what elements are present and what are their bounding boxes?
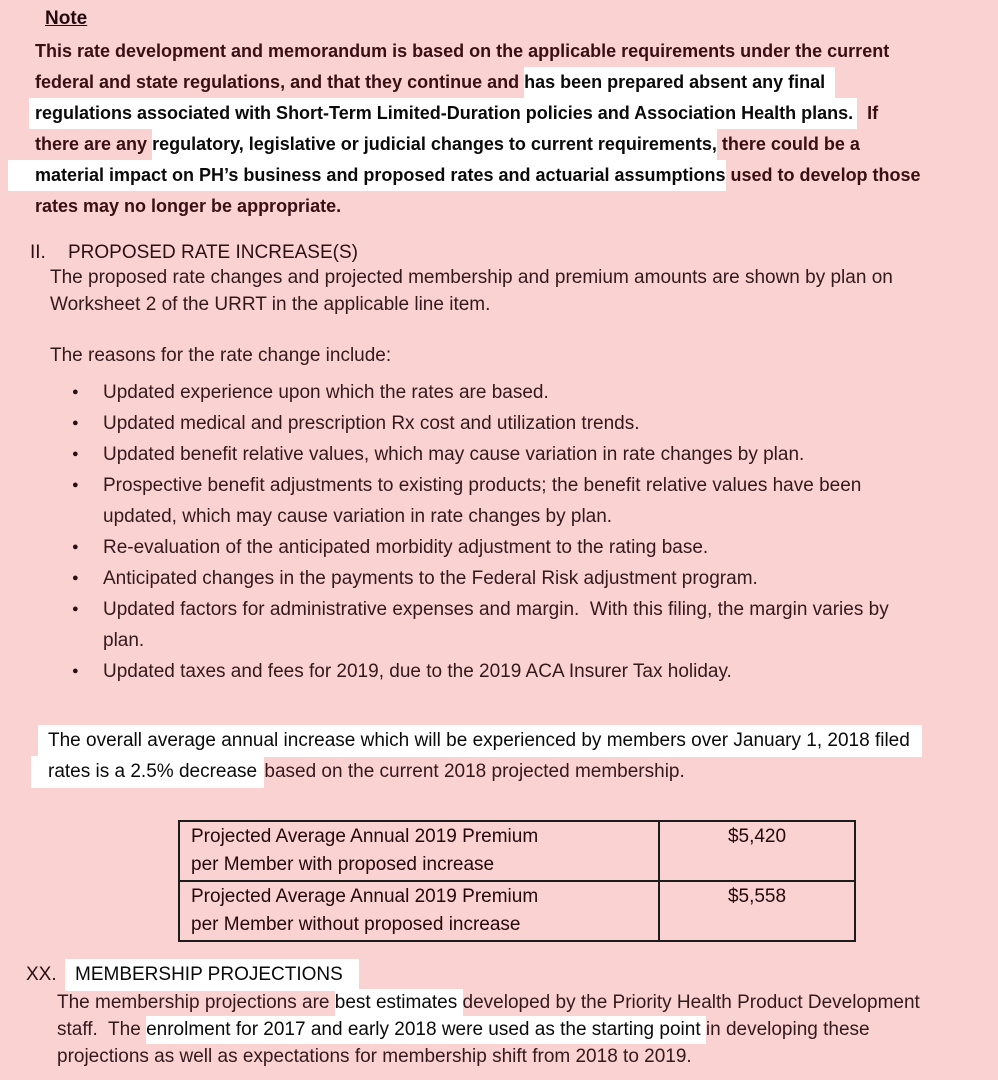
bullet-icon: ● — [72, 541, 79, 553]
intro-paragraph — [35, 36, 985, 222]
reasons-intro-text: The reasons for the rate change include: — [50, 345, 392, 366]
text-line — [35, 129, 985, 160]
bullet-icon: ● — [72, 572, 79, 584]
text-segment: used to develop those — [725, 165, 921, 185]
text-line: plan. — [103, 630, 145, 651]
highlighted-text: rates is a 2.5% decrease — [31, 756, 264, 788]
highlighted-text: enrolment for 2017 and early 2018 were used as the starting point — [146, 1016, 706, 1044]
text-line — [35, 160, 985, 191]
section-ii-heading — [30, 240, 358, 266]
text-line: Updated experience upon which the rates are based. — [103, 382, 549, 403]
text-line: per Member with proposed increase — [191, 854, 495, 875]
text-line: per Member without proposed increase — [191, 914, 521, 935]
list-item — [72, 656, 962, 687]
premium-label-cell — [179, 821, 659, 881]
premium-value-cell: $5,558 — [659, 881, 855, 941]
text-line — [57, 1016, 920, 1043]
premium-label-cell — [179, 881, 659, 941]
list-item — [72, 439, 962, 470]
list-item — [72, 408, 962, 439]
average-increase-paragraph — [48, 725, 922, 787]
table-row — [179, 821, 855, 881]
text-line — [57, 989, 920, 1016]
note-heading: Note — [45, 8, 88, 29]
text-line — [35, 98, 985, 129]
text-line: Updated factors for administrative expenses and margin. With this filing, the margin varies by — [103, 599, 889, 620]
text-line: Anticipated changes in the payments to the Federal Risk adjustment program. — [103, 568, 758, 589]
highlighted-text: The overall average annual increase which will be experienced by members over January 1, 2018 filed — [38, 725, 922, 757]
bullet-icon: ● — [72, 448, 79, 460]
text-segment: rates may no longer be appropriate. — [35, 196, 342, 216]
text-line — [48, 725, 922, 756]
list-item — [72, 377, 962, 408]
text-line — [50, 291, 893, 318]
highlighted-text: material impact on PH’s business and proposed rates and actuarial assumptions — [8, 160, 726, 191]
table-row — [179, 881, 855, 941]
section-xx-heading — [26, 962, 359, 988]
premium-value-cell: $5,420 — [659, 821, 855, 881]
section-title: PROPOSED RATE INCREASE(S) — [68, 242, 358, 263]
text-line — [50, 264, 893, 291]
highlighted-text: regulatory, legislative or judicial changes to current requirements, — [152, 129, 717, 160]
text-segment: The proposed rate changes and projected membership and premium amounts are shown by plan on — [50, 267, 893, 288]
text-segment: staff. The — [57, 1019, 147, 1040]
highlighted-text: has been prepared absent any final — [524, 67, 835, 98]
list-item — [72, 532, 962, 563]
text-segment: This rate development and memorandum is based on the applicable requirements under the current — [35, 41, 890, 61]
text-segment: based on the current 2018 projected membership. — [264, 761, 685, 782]
membership-paragraph — [57, 989, 920, 1070]
text-segment: Worksheet 2 of the URRT in the applicable line item. — [50, 294, 491, 315]
list-item — [72, 594, 962, 656]
text-line — [57, 1043, 920, 1070]
reasons-list — [72, 377, 962, 687]
text-segment: If — [857, 103, 879, 123]
text-line — [35, 36, 985, 67]
text-line: Projected Average Annual 2019 Premium — [191, 886, 539, 907]
text-line: Re-evaluation of the anticipated morbidity adjustment to the rating base. — [103, 537, 709, 558]
list-item — [72, 563, 962, 594]
text-line: Projected Average Annual 2019 Premium — [191, 826, 539, 847]
premium-table — [178, 820, 856, 942]
bullet-icon: ● — [72, 603, 79, 615]
text-line — [35, 67, 985, 98]
text-line — [35, 191, 985, 222]
text-line: updated, which may cause variation in rate changes by plan. — [103, 506, 613, 527]
text-segment: developed by the Priority Health Product Development — [462, 992, 920, 1013]
section-number: II. — [30, 242, 46, 263]
text-line: Prospective benefit adjustments to existing products; the benefit relative values have been — [103, 475, 862, 496]
text-segment: there are any — [35, 134, 153, 154]
list-item — [72, 470, 962, 532]
text-line — [48, 756, 922, 787]
bullet-icon: ● — [72, 665, 79, 677]
text-segment: The membership projections are — [57, 992, 335, 1013]
highlighted-text: best estimates — [335, 989, 463, 1017]
highlighted-text: regulations associated with Short-Term Limited-Duration policies and Association Health plans. — [29, 98, 857, 129]
text-segment: there could be a — [716, 134, 860, 154]
text-line: Updated benefit relative values, which may cause variation in rate changes by plan. — [103, 444, 805, 465]
text-line: Updated medical and prescription Rx cost and utilization trends. — [103, 413, 640, 434]
text-segment: in developing these — [705, 1019, 870, 1040]
text-segment: projections as well as expectations for membership shift from 2018 to 2019. — [57, 1046, 692, 1067]
text-segment: federal and state regulations, and that they continue and — [35, 72, 525, 92]
section-number: XX. — [26, 964, 57, 985]
section-title-highlighted: MEMBERSHIP PROJECTIONS — [65, 959, 359, 991]
bullet-icon: ● — [72, 386, 79, 398]
text-line: Updated taxes and fees for 2019, due to the 2019 ACA Insurer Tax holiday. — [103, 661, 732, 682]
rate-changes-paragraph — [50, 264, 893, 318]
bullet-icon: ● — [72, 479, 79, 491]
bullet-icon: ● — [72, 417, 79, 429]
